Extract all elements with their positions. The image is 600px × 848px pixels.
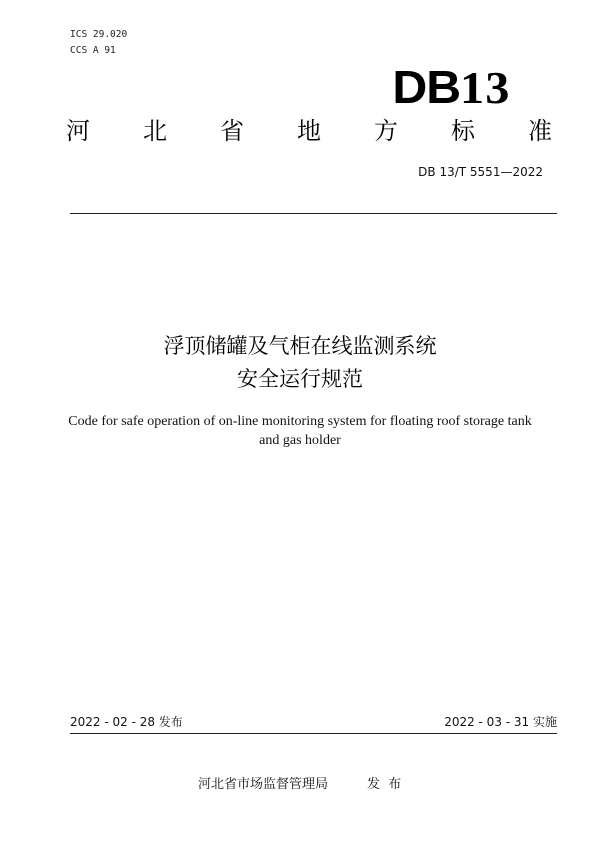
release-date: 2022 - 02 - 28 发布 bbox=[70, 715, 183, 729]
db13-mark-letters: DB bbox=[391, 61, 460, 113]
standard-type-char: 省 bbox=[220, 117, 244, 145]
implementation-date: 2022 - 03 - 31 实施 bbox=[444, 715, 557, 729]
standard-type-char: 准 bbox=[528, 117, 552, 145]
standard-type-char: 北 bbox=[143, 117, 167, 145]
title-line-2: 安全运行规范 bbox=[237, 367, 363, 391]
db13-mark-number: 13 bbox=[459, 62, 510, 113]
standard-type-char: 河 bbox=[66, 117, 90, 145]
ics-code: ICS 29.020 bbox=[70, 29, 128, 40]
issue-word: 发 布 bbox=[367, 777, 402, 792]
standard-type-char: 地 bbox=[297, 117, 321, 145]
header-divider bbox=[70, 213, 557, 214]
english-title-line-2: and gas holder bbox=[259, 433, 341, 448]
issuing-authority: 河北省市场监督管理局 bbox=[198, 777, 329, 792]
ccs-code: CCS A 91 bbox=[70, 45, 116, 56]
standard-type-char: 方 bbox=[374, 117, 398, 145]
standard-number: DB 13/T 5551—2022 bbox=[418, 165, 543, 179]
footer-divider bbox=[70, 733, 557, 734]
db13-mark bbox=[392, 62, 510, 113]
title-line-1: 浮顶储罐及气柜在线监测系统 bbox=[163, 334, 437, 358]
standard-type-heading bbox=[66, 116, 552, 146]
english-title-line-1: Code for safe operation of on-line monitoring system for floating roof storage tank bbox=[68, 414, 532, 429]
classification-codes bbox=[70, 27, 127, 59]
standard-type-char: 标 bbox=[451, 117, 475, 145]
